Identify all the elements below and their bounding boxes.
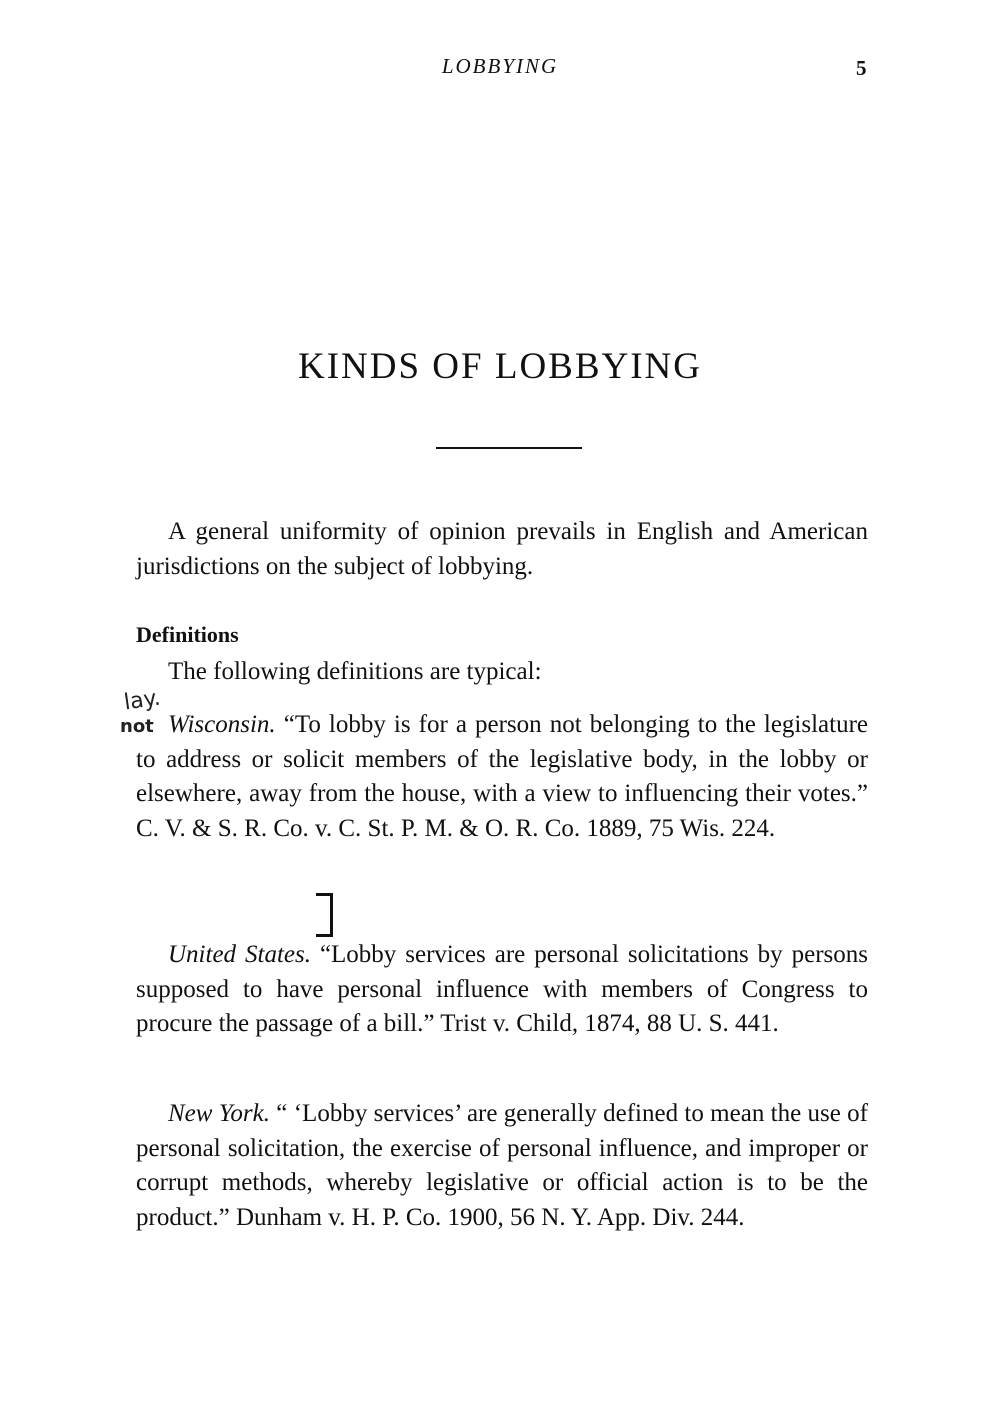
handwritten-annotation-lay: lay.: [122, 685, 163, 716]
definition-text: “Lobby services are personal solicitations by persons supposed to have personal influence with members of Congress to procure the passage of a bill.” Trist v. Child, 1874, 88 U. S. 441.: [136, 941, 868, 1037]
definition-place: United States.: [168, 941, 311, 968]
handwritten-annotation-not: not: [120, 716, 154, 737]
definition-text: “ ‘Lobby services’ are generally defined to mean the use of personal solicitation, the exercise of personal influence, and improper or corrupt methods, whereby legislative or official action is to be the product.” Dunham v. H. P. Co. 1900, 56 N. Y. App. Div. 244.: [136, 1100, 868, 1231]
running-head: [0, 54, 1000, 84]
section-heading: Definitions: [136, 622, 239, 647]
definition-new-york: [136, 1097, 868, 1235]
definition-united-states: [136, 938, 868, 1042]
running-title: LOBBYING: [441, 54, 559, 78]
definitions-lead: The following definitions are typical:: [168, 658, 542, 685]
title-rule: [436, 447, 582, 449]
definition-place: New York.: [168, 1100, 270, 1127]
definition-text: “To lobby is for a person not belonging to the legislature to address or solicit members of the legislative body, in the lobby or elsewhere, away from the house, with a view to influencing their votes.” C. V. & S. R. Co. v. C. St. P. M. & O. R. Co. 1889, 75 Wis. 224.: [136, 711, 869, 842]
intro-paragraph: A general uniformity of opinion prevails in English and American jurisdictions on the subject of lobbying.: [136, 518, 868, 580]
page-number: 5: [856, 56, 867, 80]
definition-place: Wisconsin.: [168, 711, 276, 738]
handwritten-bracket-mark: [316, 893, 333, 937]
definition-wisconsin: [136, 708, 868, 846]
chapter-title: KINDS OF LOBBYING: [297, 346, 703, 387]
